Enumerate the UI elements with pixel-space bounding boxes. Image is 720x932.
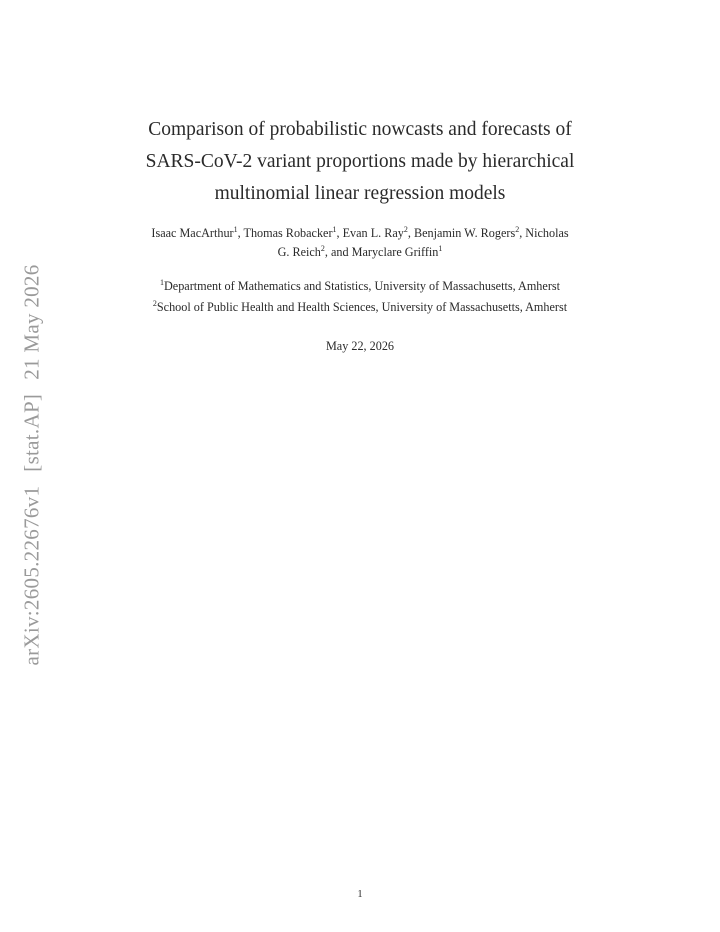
affiliation-text: Department of Mathematics and Statistics, University of Massachusetts, Amherst <box>163 279 561 293</box>
author-separator: , Nicholas <box>519 226 569 240</box>
affiliation-mark: 2 <box>152 298 157 308</box>
author-separator: , and <box>324 245 352 259</box>
affiliation-mark: 1 <box>332 224 337 234</box>
affiliation-mark: 2 <box>403 224 408 234</box>
author-separator: , <box>336 226 343 240</box>
arxiv-category: [stat.AP] <box>19 393 44 472</box>
affiliation-mark: 1 <box>233 224 238 234</box>
affiliation-mark: 1 <box>438 243 443 253</box>
paper-title <box>110 114 610 210</box>
title-line: SARS-CoV-2 variant proportions made by hierarchical <box>145 151 575 172</box>
author-line <box>90 224 630 243</box>
author-name: Maryclare Griffin <box>351 245 439 259</box>
author-name: G. Reich <box>277 245 321 259</box>
author-name: Isaac MacArthur <box>151 226 234 240</box>
affiliation-item <box>80 297 640 318</box>
author-name: Evan L. Ray <box>342 226 404 240</box>
author-list <box>90 224 630 262</box>
affiliation-mark: 2 <box>515 224 520 234</box>
author-name: Thomas Robacker <box>243 226 333 240</box>
title-line: Comparison of probabilistic nowcasts and forecasts of <box>148 119 572 140</box>
author-separator: , <box>237 226 244 240</box>
arxiv-id: arXiv:2605.22676v1 <box>19 485 44 666</box>
arxiv-date: 21 May 2026 <box>19 264 44 380</box>
author-separator: , <box>407 226 414 240</box>
author-line <box>90 243 630 262</box>
page-number: 1 <box>357 889 363 900</box>
affiliation-list <box>80 276 640 318</box>
affiliation-mark: 2 <box>320 243 325 253</box>
title-line: multinomial linear regression models <box>214 183 506 204</box>
affiliation-mark: 1 <box>159 277 164 287</box>
affiliation-item <box>80 276 640 297</box>
paper-date: May 22, 2026 <box>325 339 395 353</box>
affiliation-text: School of Public Health and Health Sciences, University of Massachusetts, Amherst <box>156 300 568 314</box>
author-name: Benjamin W. Rogers <box>413 226 516 240</box>
arxiv-identifier-stamp <box>20 264 45 665</box>
